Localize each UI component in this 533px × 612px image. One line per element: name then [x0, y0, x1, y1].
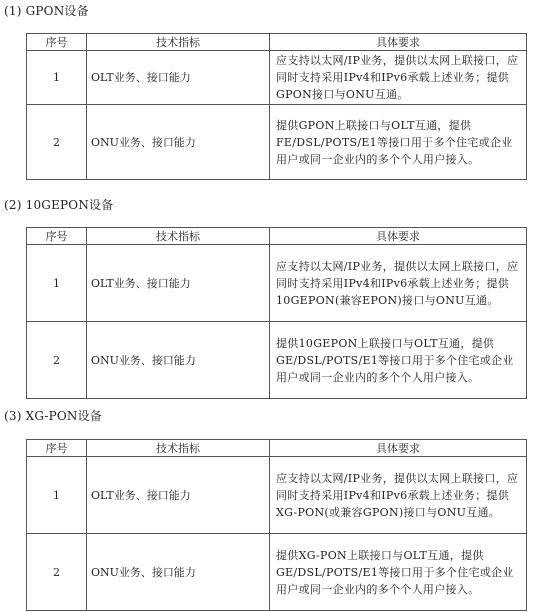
row-requirement: 提供10GEPON上联接口与OLT互通，提供GE/DSL/POTS/E1等接口用于多个住宅或企业用户或同一企业内的多个个人用户接入。 [270, 322, 527, 399]
table-row [27, 457, 527, 534]
table-row [27, 105, 527, 180]
header-requirement: 具体要求 [270, 228, 527, 245]
table-row [27, 245, 527, 322]
row-indicator: OLT业务、接口能力 [87, 51, 270, 105]
row-indicator: OLT业务、接口能力 [87, 245, 270, 322]
header-requirement: 具体要求 [270, 440, 527, 457]
spec-table-10gepon [26, 227, 527, 399]
header-indicator: 技术指标 [87, 228, 270, 245]
table-header-row [27, 34, 527, 51]
row-num: 2 [27, 105, 87, 180]
row-requirement: 应支持以太网/IP业务，提供以太网上联接口，应同时支持采用IPv4和IPv6承载上述业务；提供10GEPON(兼容EPON)接口与ONU互通。 [270, 245, 527, 322]
row-requirement: 应支持以太网/IP业务，提供以太网上联接口，应同时支持采用IPv4和IPv6承载上述业务；提供XG-PON(或兼容GPON)接口与ONU互通。 [270, 457, 527, 534]
header-num: 序号 [27, 440, 87, 457]
row-indicator: ONU业务、接口能力 [87, 322, 270, 399]
row-num: 2 [27, 534, 87, 611]
section-title-xgpon: (3) XG-PON设备 [4, 409, 103, 423]
section-title-gpon: (1) GPON设备 [4, 4, 89, 18]
table-row [27, 322, 527, 399]
table-header-row [27, 440, 527, 457]
row-num: 1 [27, 51, 87, 105]
row-requirement: 应支持以太网/IP业务，提供以太网上联接口，应同时支持采用IPv4和IPv6承载上述业务；提供GPON接口与ONU互通。 [270, 51, 527, 105]
row-num: 2 [27, 322, 87, 399]
header-indicator: 技术指标 [87, 440, 270, 457]
section-title-10gepon: (2) 10GEPON设备 [4, 198, 114, 212]
row-indicator: ONU业务、接口能力 [87, 105, 270, 180]
header-indicator: 技术指标 [87, 34, 270, 51]
row-indicator: OLT业务、接口能力 [87, 457, 270, 534]
spec-table-gpon [26, 33, 527, 180]
row-num: 1 [27, 457, 87, 534]
row-requirement: 提供XG-PON上联接口与OLT互通，提供GE/DSL/POTS/E1等接口用于多个住宅或企业用户或同一企业内的多个个人用户接入。 [270, 534, 527, 611]
row-requirement: 提供GPON上联接口与OLT互通，提供FE/DSL/POTS/E1等接口用于多个住宅或企业用户或同一企业内的多个个人用户接入。 [270, 105, 527, 180]
header-requirement: 具体要求 [270, 34, 527, 51]
spec-table-xgpon [26, 439, 527, 611]
table-header-row [27, 228, 527, 245]
row-indicator: ONU业务、接口能力 [87, 534, 270, 611]
table-row [27, 534, 527, 611]
table-row [27, 51, 527, 105]
row-num: 1 [27, 245, 87, 322]
header-num: 序号 [27, 228, 87, 245]
header-num: 序号 [27, 34, 87, 51]
